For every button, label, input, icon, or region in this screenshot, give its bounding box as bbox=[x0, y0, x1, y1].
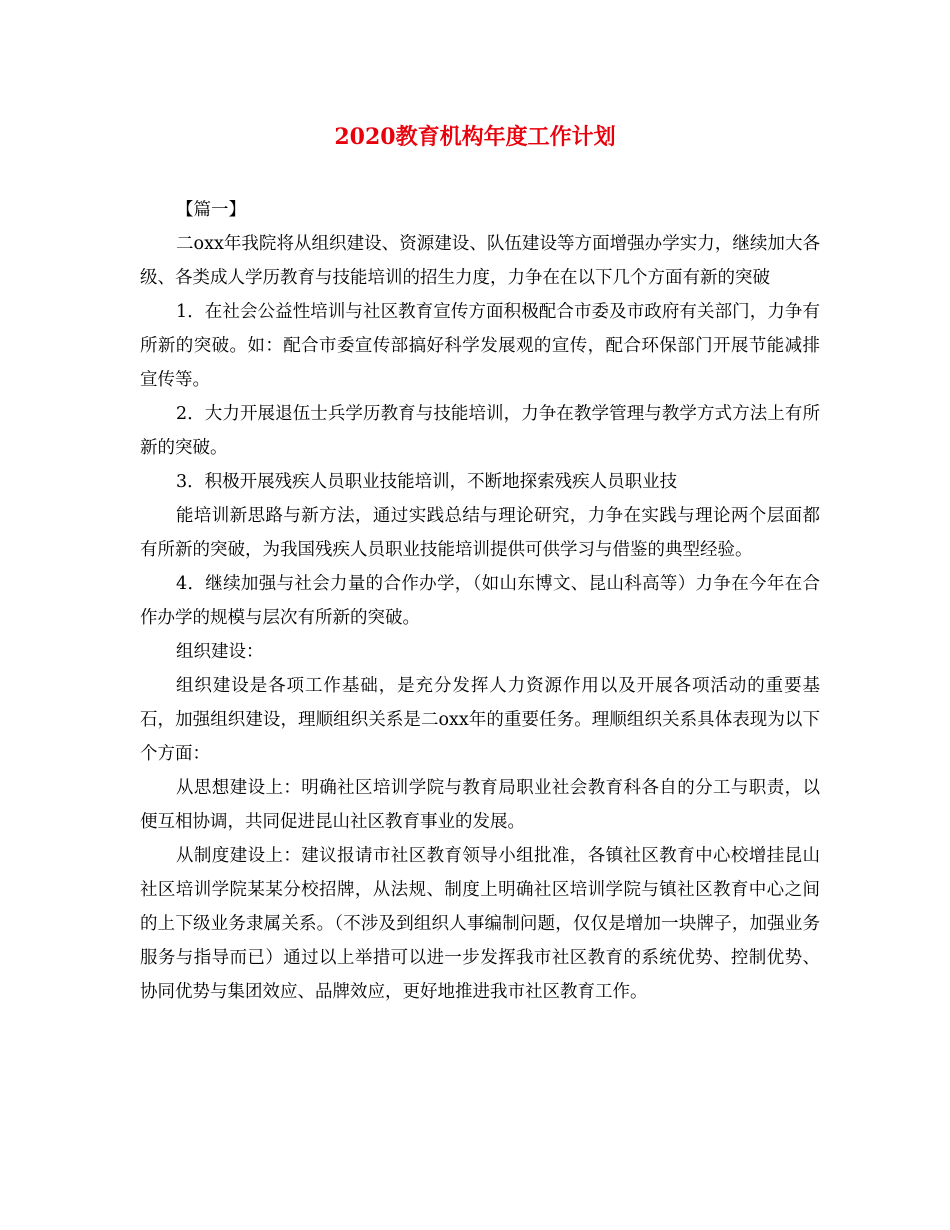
paragraph-ideology: 从思想建设上：明确社区培训学院与教育局职业社会教育科各自的分工与职责，以便互相协调，共同促进昆山社区教育事业的发展。 bbox=[140, 778, 820, 832]
paragraph-system: 从制度建设上：建议报请市社区教育领导小组批准，各镇社区教育中心校增挂昆山社区培训学院某某分校招牌，从法规、制度上明确社区培训学院与镇社区教育中心之间的上下级业务隶属关系。（不涉及到组织人事编制问题，仅仅是增加一块牌子，加强业务服务与指导而已）通过以上举措可以进一步发挥我市社区教育的系统优势、控制优势、协同优势与集团效应、品牌效应，更好地推进我市社区教育工作。 bbox=[140, 846, 820, 1002]
paragraph-item-2: 2．大力开展退伍士兵学历教育与技能培训，力争在教学管理与教学方式方法上有所新的突破。 bbox=[140, 404, 820, 458]
paragraph-heading-organization: 组织建设： bbox=[176, 642, 264, 662]
paragraph-intro: 二oxx年我院将从组织建设、资源建设、队伍建设等方面增强办学实力，继续加大各级、各类成人学历教育与技能培训的招生力度，力争在在以下几个方面有新的突破 bbox=[140, 234, 820, 288]
document-title: 2020教育机构年度工作计划 bbox=[334, 124, 616, 150]
paragraph-organization: 组织建设是各项工作基础，是充分发挥人力资源作用以及开展各项活动的重要基石，加强组织建设，理顺组织关系是二oxx年的重要任务。理顺组织关系具体表现为以下个方面： bbox=[140, 676, 820, 764]
paragraph-item-1: 1．在社会公益性培训与社区教育宣传方面积极配合市委及市政府有关部门，力争有所新的突破。如：配合市委宣传部搞好科学发展观的宣传，配合环保部门开展节能减排宣传等。 bbox=[140, 302, 820, 390]
paragraph-item-4: 4．继续加强与社会力量的合作办学，（如山东博文、昆山科高等）力争在今年在合作办学的规模与层次有所新的突破。 bbox=[140, 574, 820, 628]
paragraph-item-3-continued: 能培训新思路与新方法，通过实践总结与理论研究，力争在实践与理论两个层面都有所新的突破，为我国残疾人员职业技能培训提供可供学习与借鉴的典型经验。 bbox=[140, 506, 820, 560]
section-label: 【篇一】 bbox=[176, 200, 246, 220]
document-body bbox=[140, 193, 820, 1009]
paragraph-item-3: 3．积极开展残疾人员职业技能培训，不断地探索残疾人员职业技 bbox=[176, 472, 678, 492]
